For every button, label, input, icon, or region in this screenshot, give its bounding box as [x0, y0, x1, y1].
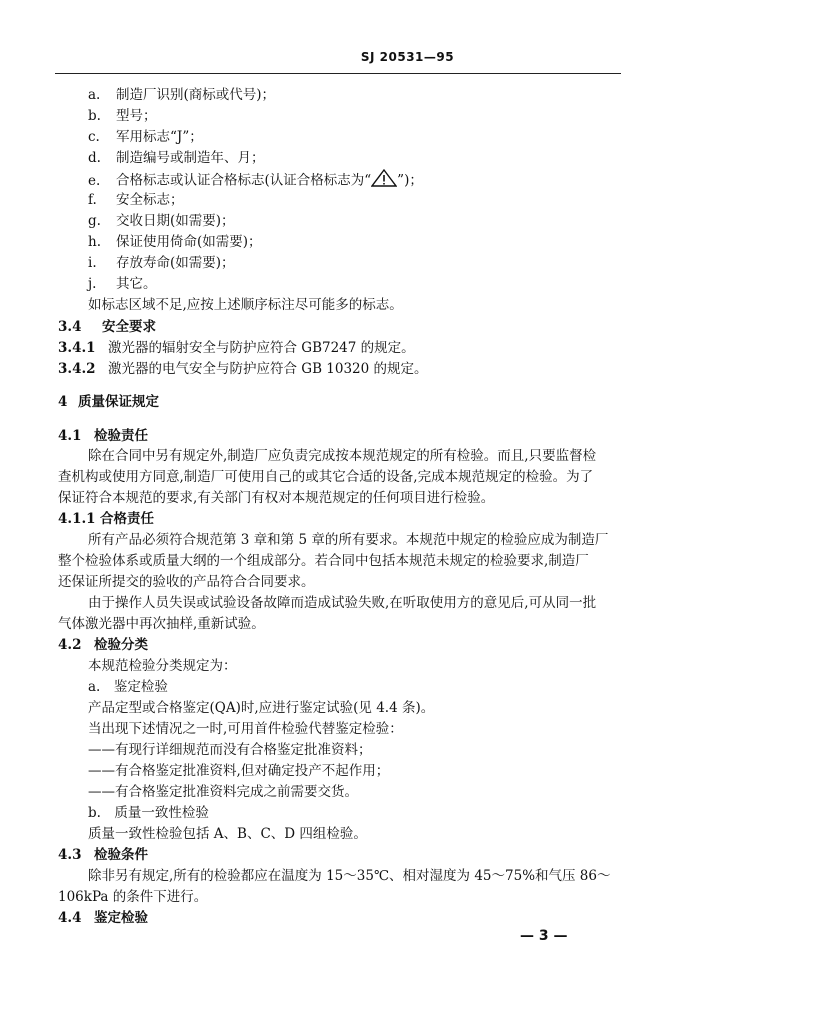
section-heading: [58, 845, 148, 865]
paragraph-line: 质量一致性检验包括 A、B、C、D 四组检验。: [88, 826, 367, 842]
list-item: [88, 190, 184, 210]
clause: [58, 359, 428, 379]
list-item: [88, 148, 265, 168]
item-letter: g.: [88, 213, 101, 229]
section-heading: [58, 635, 148, 655]
item-letter: f.: [88, 192, 97, 208]
list-item: [88, 211, 235, 231]
paragraph-line: 本规范检验分类规定为：: [88, 658, 237, 674]
paragraph-line: 产品定型或合格鉴定(QA)时,应进行鉴定试验(见 4.4 条)。: [88, 700, 435, 716]
item-text: 安全标志；: [116, 192, 184, 208]
section-title: 安全要求: [102, 319, 156, 335]
paragraph-line: 除在合同中另有规定外,制造厂应负责完成按本规范规定的所有检验。而且,只要监督检: [88, 448, 597, 464]
paragraph-line: ——有合格鉴定批准资料完成之前需要交货。: [88, 784, 358, 800]
section-heading: [58, 317, 156, 337]
chapter-title: 质量保证规定: [78, 394, 159, 410]
item-text: 制造厂识别(商标或代号)；: [116, 87, 276, 103]
item-letter: a.: [88, 87, 101, 103]
section-heading: [58, 509, 154, 529]
paragraph-line: 保证符合本规范的要求,有关部门有权对本规范规定的任何项目进行检验。: [58, 490, 495, 506]
section-title: 鉴定检验: [94, 910, 148, 926]
clause: [58, 338, 415, 358]
clause-number: 3.4.2: [58, 361, 96, 377]
paragraph-line: b. 质量一致性检验: [88, 805, 209, 821]
paragraph-line: 106kPa 的条件下进行。: [58, 889, 208, 905]
section-title: 检验条件: [94, 847, 148, 863]
section-number: 4.4: [58, 910, 82, 926]
list-item: [88, 127, 203, 147]
clause-text: 激光器的电气安全与防护应符合 GB 10320 的规定。: [108, 361, 428, 377]
item-letter: c.: [88, 129, 100, 145]
item-letter: b.: [88, 108, 101, 124]
list-item: [88, 169, 423, 189]
list-item: [88, 253, 235, 273]
item-text: 其它。: [116, 276, 157, 292]
paragraph-line: 除非另有规定,所有的检验都应在温度为 15～35℃、相对湿度为 45～75%和气压 86～: [88, 868, 611, 884]
marking-note: 如标志区域不足,应按上述顺序标注尽可能多的标志。: [88, 297, 403, 313]
page-number: — 3 —: [520, 928, 568, 944]
paragraph-line: 气体激光器中再次抽样,重新试验。: [58, 616, 265, 632]
item-text-before: 合格标志或认证合格标志(认证合格标志为“: [116, 172, 372, 189]
item-letter: e.: [88, 172, 101, 189]
section-number: 4.3: [58, 847, 82, 863]
paragraph-line: ——有合格鉴定批准资料,但对确定投产不起作用；: [88, 763, 390, 779]
section-title: 检验责任: [94, 428, 148, 444]
item-text-after: ”)；: [397, 172, 423, 189]
paragraph-line: 当出现下述情况之一时,可用首件检验代替鉴定检验：: [88, 721, 403, 737]
list-item: [88, 274, 157, 294]
list-item: [88, 232, 262, 252]
paragraph-line: ——有现行详细规范而没有合格鉴定批准资料；: [88, 742, 372, 758]
paragraph-line: a. 鉴定检验: [88, 679, 168, 695]
list-item: [88, 106, 157, 126]
list-item: [88, 85, 275, 105]
chapter-number: 4: [58, 394, 68, 410]
section-title: 检验分类: [94, 637, 148, 653]
paragraph-line: 所有产品必须符合规范第 3 章和第 5 章的所有要求。本规范中规定的检验应成为制造厂: [88, 532, 609, 548]
item-letter: j.: [88, 276, 97, 292]
paragraph-line: 还保证所提交的验收的产品符合合同要求。: [58, 574, 315, 590]
section-heading: [58, 426, 148, 446]
item-text: 存放寿命(如需要)；: [116, 255, 235, 271]
clause-text: 激光器的辐射安全与防护应符合 GB7247 的规定。: [108, 340, 415, 356]
item-text: 保证使用倚命(如需要)；: [116, 234, 262, 250]
warning-triangle-icon: [371, 169, 397, 193]
paragraph-line: 由于操作人员失误或试验设备故障而造成试验失败,在听取使用方的意见后,可从同一批: [88, 595, 597, 611]
section-number: 4.1.1: [58, 511, 96, 527]
section-number: 3.4: [58, 319, 82, 335]
item-letter: h.: [88, 234, 101, 250]
clause-number: 3.4.1: [58, 340, 96, 356]
paragraph-line: 查机构或使用方同意,制造厂可使用自己的或其它合适的设备,完成本规范规定的检验。为了: [58, 469, 594, 485]
page-header: SJ 20531—95: [360, 50, 455, 64]
paragraph-line: 整个检验体系或质量大纲的一个组成部分。若合同中包括本规范未规定的检验要求,制造厂: [58, 553, 589, 569]
item-text: 型号；: [116, 108, 157, 124]
item-text: 军用标志“J”；: [116, 129, 203, 145]
item-text: 制造编号或制造年、月；: [116, 150, 265, 166]
header-rule: [55, 73, 621, 74]
section-title: 合格责任: [100, 511, 154, 527]
chapter-heading: [58, 392, 159, 412]
section-heading: [58, 908, 148, 928]
item-text: 交收日期(如需要)；: [116, 213, 235, 229]
item-letter: d.: [88, 150, 101, 166]
section-number: 4.2: [58, 637, 82, 653]
item-letter: i.: [88, 255, 97, 271]
section-number: 4.1: [58, 428, 82, 444]
